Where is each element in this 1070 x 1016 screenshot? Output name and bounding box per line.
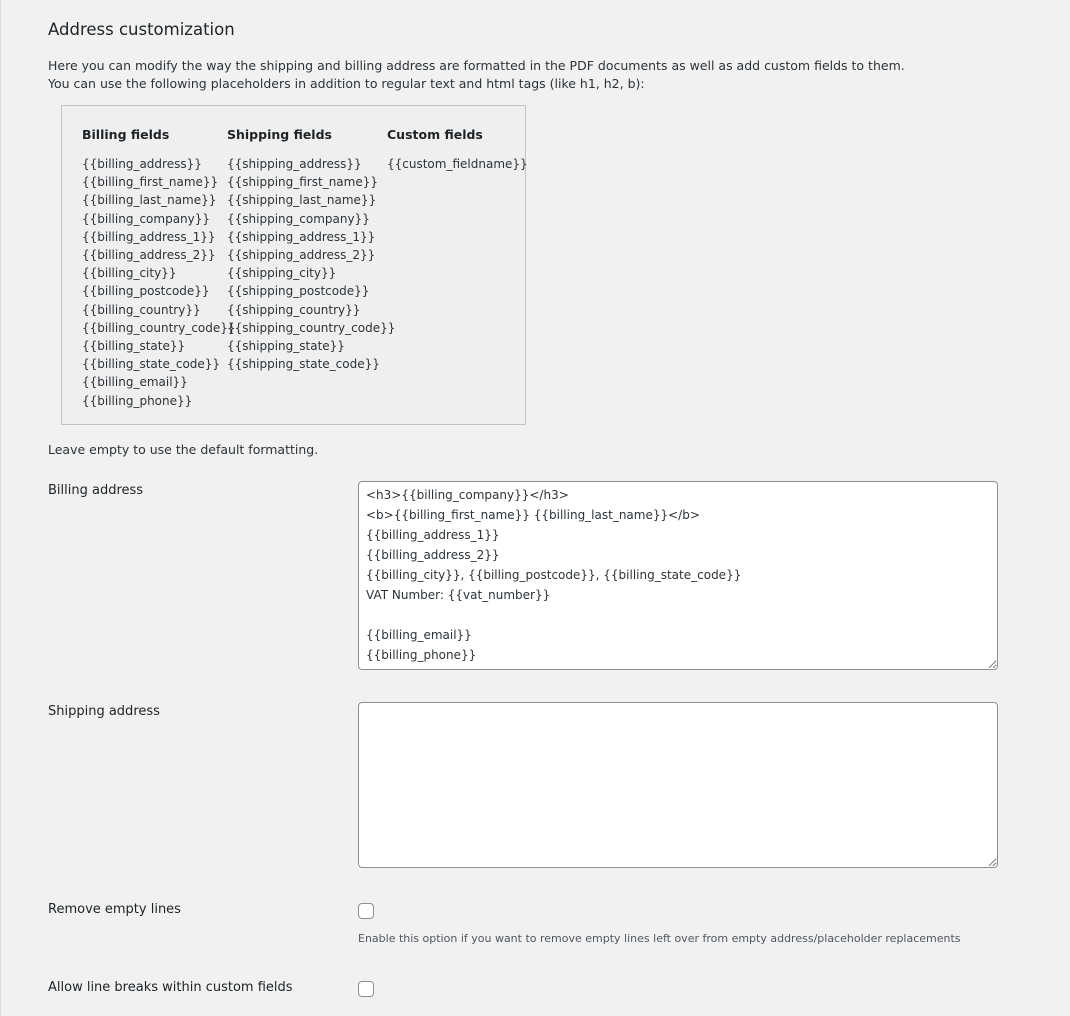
shipping-placeholder: {{shipping_first_name}} [227, 175, 379, 190]
shipping-address-label: Shipping address [48, 704, 160, 719]
shipping-placeholder-list [227, 155, 395, 373]
billing-placeholder: {{billing_address}} [82, 157, 202, 171]
shipping-placeholder: {{shipping_country}} [227, 302, 361, 317]
remove-empty-lines-label: Remove empty lines [48, 902, 181, 917]
billing-placeholder: {{billing_postcode}} [82, 284, 210, 299]
left-divider [0, 0, 1, 1016]
description-line-1: Here you can modify the way the shipping and billing address are formatted in the PDF documents as well as add custom fields to them. [48, 58, 905, 73]
shipping-placeholder: {{shipping_country_code}} [227, 320, 396, 335]
section-description [48, 57, 905, 93]
allow-line-breaks-label: Allow line breaks within custom fields [48, 980, 293, 995]
remove-empty-lines-hint: Enable this option if you want to remove empty lines left over from empty address/placeholder replacements [358, 932, 961, 945]
custom-fields-column [387, 126, 528, 173]
shipping-placeholder: {{shipping_address_1}} [227, 229, 376, 244]
shipping-placeholder: {{shipping_state}} [227, 339, 345, 354]
custom-fields-heading: Custom fields [387, 127, 483, 142]
default-formatting-note: Leave empty to use the default formatting. [48, 442, 319, 457]
shipping-placeholder: {{shipping_address}} [227, 157, 362, 171]
custom-placeholder: {{custom_fieldname}} [387, 157, 528, 171]
shipping-placeholder: {{shipping_state_code}} [227, 357, 380, 372]
billing-address-label: Billing address [48, 483, 144, 498]
billing-placeholder: {{billing_country_code}} [82, 320, 236, 335]
section-title: Address customization [48, 20, 235, 39]
billing-placeholder: {{billing_address_2}} [82, 248, 216, 263]
billing-placeholder-list [82, 155, 236, 410]
billing-address-textarea[interactable] [358, 481, 998, 670]
shipping-placeholder: {{shipping_address_2}} [227, 248, 376, 263]
billing-placeholder: {{billing_first_name}} [82, 175, 219, 190]
billing-placeholder: {{billing_state}} [82, 339, 186, 354]
custom-placeholder-list [387, 155, 528, 173]
allow-line-breaks-checkbox[interactable] [358, 981, 374, 997]
shipping-placeholder: {{shipping_city}} [227, 266, 337, 281]
shipping-fields-heading: Shipping fields [227, 127, 332, 142]
billing-placeholder: {{billing_email}} [82, 375, 188, 390]
placeholder-reference-box [61, 105, 526, 425]
shipping-address-textarea[interactable] [358, 702, 998, 868]
billing-placeholder: {{billing_city}} [82, 266, 177, 281]
billing-placeholder: {{billing_company}} [82, 211, 211, 226]
billing-placeholder: {{billing_address_1}} [82, 229, 216, 244]
billing-placeholder: {{billing_country}} [82, 302, 201, 317]
billing-placeholder: {{billing_last_name}} [82, 193, 217, 208]
billing-placeholder: {{billing_phone}} [82, 393, 193, 408]
shipping-placeholder: {{shipping_last_name}} [227, 193, 377, 208]
shipping-placeholder: {{shipping_company}} [227, 211, 370, 226]
shipping-placeholder: {{shipping_postcode}} [227, 284, 370, 299]
billing-fields-column [82, 126, 236, 410]
billing-placeholder: {{billing_state_code}} [82, 357, 221, 372]
description-line-2: You can use the following placeholders in addition to regular text and html tags (like h1, h2, b): [48, 76, 645, 91]
remove-empty-lines-checkbox[interactable] [358, 903, 374, 919]
billing-fields-heading: Billing fields [82, 127, 170, 142]
shipping-fields-column [227, 126, 395, 373]
